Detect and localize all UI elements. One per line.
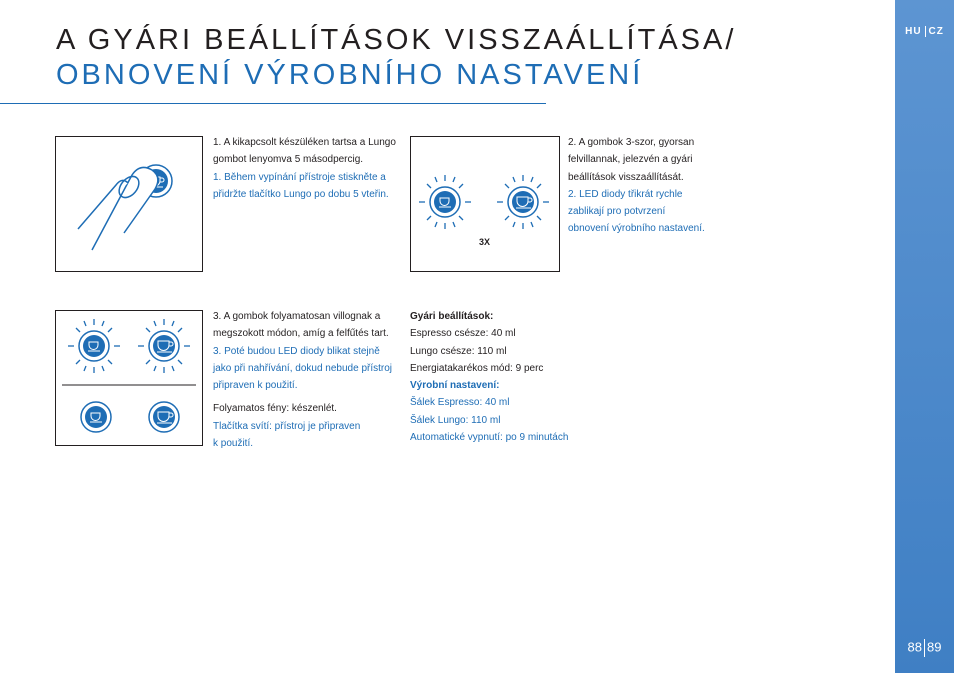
- settings-hu-item: Energiatakarékos mód: 9 perc: [410, 362, 544, 374]
- factory-settings: [410, 308, 600, 446]
- step1-hu: 1. A kikapcsolt készüléken tartsa a Lungo gombot lenyomva 5 másodpercig.: [213, 137, 396, 166]
- page-left: 88: [907, 639, 922, 655]
- page-title-hu: A GYÁRI BEÁLLÍTÁSOK VISSZAÁLLÍTÁSA/: [56, 24, 737, 56]
- step3-hu: 3. A gombok folyamatosan villognak a megszokott módon, amíg a felfűtés tart.: [213, 311, 389, 340]
- page-separator: [924, 639, 925, 657]
- heating-illustration: [56, 311, 202, 445]
- settings-hu-item: Lungo csésze: 110 ml: [410, 345, 507, 357]
- lang-separator: [925, 26, 926, 37]
- step2-cz: 2. LED diody třikrát rychle zablikají pro potvrzení obnovení výrobního nastavení.: [568, 188, 705, 235]
- lang-hu: HU: [905, 26, 922, 38]
- step3-cz-ready-line1: Tlačítka svítí: přístroj je připraven: [213, 420, 361, 432]
- settings-cz-title: Výrobní nastavení:: [410, 380, 500, 392]
- sidebar: [895, 0, 954, 673]
- settings-cz-item: Šálek Espresso: 40 ml: [410, 397, 510, 409]
- step2-text: [568, 134, 708, 238]
- page-title-cz: OBNOVENÍ VÝROBNÍHO NASTAVENÍ: [56, 59, 644, 91]
- figure-blink-3x: [410, 136, 560, 272]
- settings-hu-title: Gyári beállítások:: [410, 311, 494, 322]
- espresso-steady-icon: [81, 402, 111, 432]
- finger-press-illustration: [56, 137, 202, 271]
- title-rule: [0, 103, 546, 104]
- lungo-button-icon: [497, 175, 549, 229]
- espresso-button-icon: [419, 175, 471, 229]
- step2-hu: 2. A gombok 3-szor, gyorsan felvillannak, jelezvén a gyári beállítások visszaállítását.: [568, 137, 695, 183]
- step1-cz: 1. Během vypínání přístroje stiskněte a přidržte tlačítko Lungo po dobu 5 vteřin.: [213, 171, 389, 200]
- lungo-steady-icon: [149, 402, 179, 432]
- step3-text: [213, 308, 393, 452]
- step3-hu-ready: Folyamatos fény: készenlét.: [213, 403, 337, 415]
- figure-heating: [55, 310, 203, 446]
- finger-icon: [78, 167, 158, 250]
- lang-cz: CZ: [928, 26, 944, 38]
- step3-cz: 3. Poté budou LED diody blikat stejně jako při nahřívání, dokud nebude přístroj připraven k použití.: [213, 345, 392, 392]
- step3-cz-ready-line2: k použití.: [213, 438, 254, 450]
- settings-hu-item: Espresso csésze: 40 ml: [410, 328, 516, 340]
- settings-cz-item: Šálek Lungo: 110 ml: [410, 414, 501, 426]
- espresso-blinking-icon: [68, 319, 120, 373]
- blink-3x-illustration: [411, 137, 559, 271]
- figure-finger-press: [55, 136, 203, 272]
- page-right: 89: [927, 639, 942, 655]
- step1-text: [213, 134, 398, 203]
- page-numbers: [895, 639, 954, 657]
- settings-cz-item: Automatické vypnutí: po 9 minutách: [410, 432, 569, 444]
- figure-3x-label: 3X: [479, 237, 491, 247]
- lungo-blinking-icon: [138, 319, 190, 373]
- language-indicator: [895, 26, 954, 37]
